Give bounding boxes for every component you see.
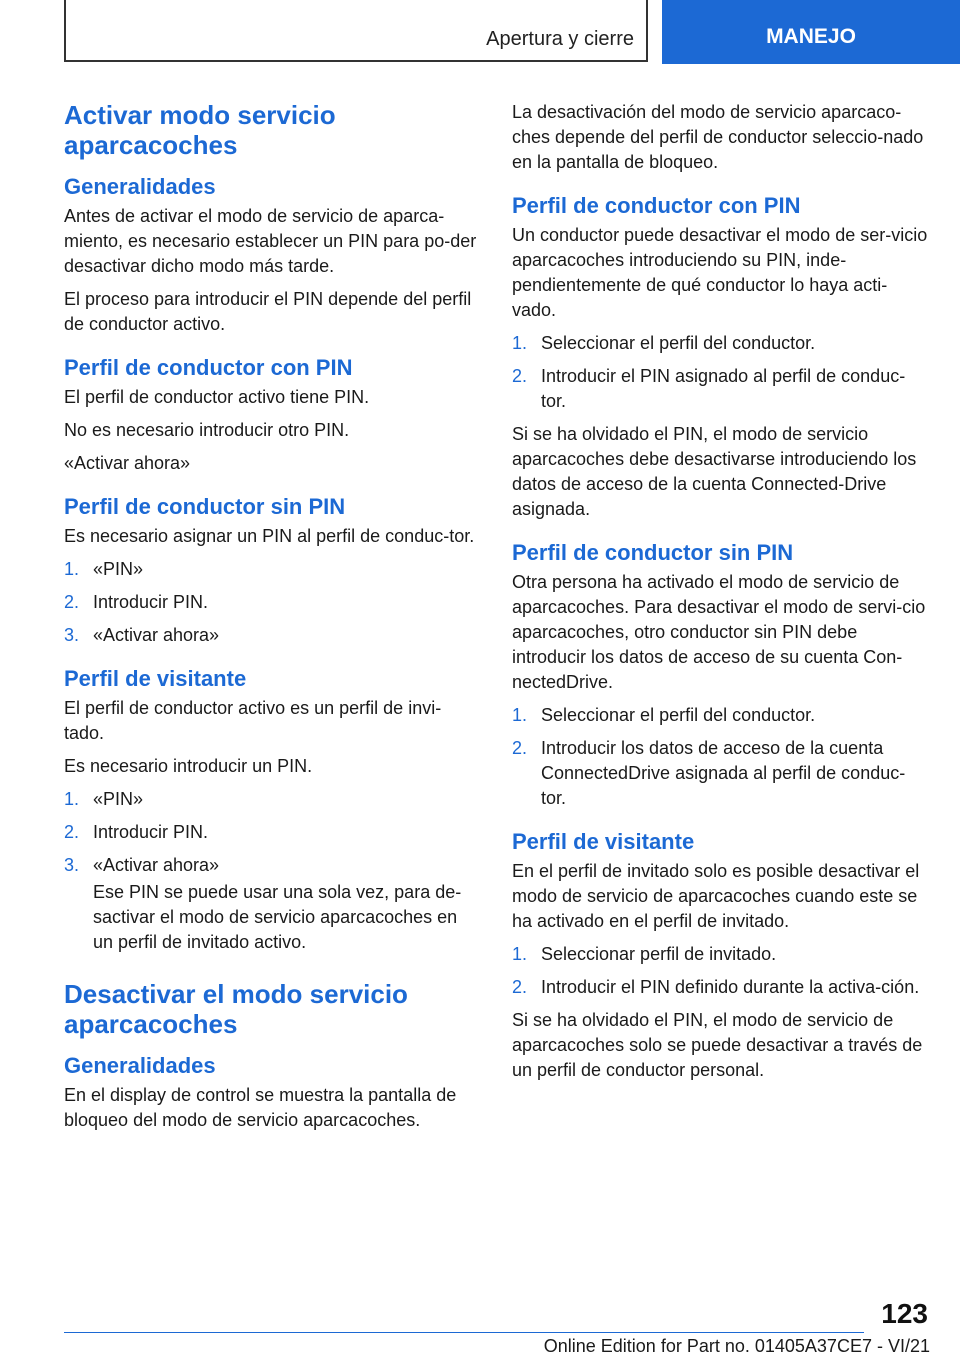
step-number: 1.: [64, 559, 80, 579]
paragraph: Otra persona ha activado el modo de servicio de aparcacoches. Para desactivar el modo de servi-cio aparcacoches, otro conductor sin PIN debe introducir los datos de acceso de su cuenta Con-nectedDrive.: [512, 572, 926, 692]
page-number: 123: [881, 1298, 928, 1329]
step-number: 3.: [64, 855, 80, 875]
section-tab: [64, 0, 648, 62]
step-text: «Activar ahora»: [93, 625, 220, 645]
section-title: Apertura y cierre: [486, 28, 634, 50]
list-item: [512, 942, 928, 967]
chapter-tab: MANEJO: [662, 0, 960, 64]
paragraph: El perfil de conductor activo tiene PIN.: [64, 387, 370, 407]
step-number: 2.: [64, 822, 80, 842]
step-text: Introducir el PIN asignado al perfil de conduc-tor.: [541, 366, 906, 411]
list-item: [64, 590, 480, 615]
step-text: Introducir los datos de acceso de la cuenta ConnectedDrive asignada al perfil de conduc-tor.: [541, 738, 906, 808]
page-header: [0, 0, 960, 66]
heading-generalidades-a: Generalidades: [64, 174, 216, 199]
footer-edition: Online Edition for Part no. 01405A37CE7 - VI/21: [543, 1336, 930, 1356]
heading-con-pin: Perfil de conductor con PIN: [64, 355, 353, 380]
list-item: [512, 703, 928, 728]
step-text: Introducir PIN.: [93, 592, 209, 612]
paragraph: El proceso para introducir el PIN depende del perfil de conductor activo.: [64, 289, 472, 334]
heading-con-pin-r: Perfil de conductor con PIN: [512, 193, 801, 218]
step-list: [512, 703, 928, 811]
step-number: 1.: [512, 333, 528, 353]
left-column: [64, 100, 480, 1141]
footer-divider: [64, 1332, 864, 1333]
step-text: «PIN»: [93, 559, 144, 579]
step-number: 3.: [64, 625, 80, 645]
paragraph: El perfil de conductor activo es un perfil de invi-tado.: [64, 698, 442, 743]
step-number: 2.: [64, 592, 80, 612]
paragraph: «Activar ahora»: [64, 453, 191, 473]
step-list: [512, 331, 928, 414]
step-number: 1.: [512, 944, 528, 964]
heading-desactivar: Desactivar el modo servicio aparcacoches: [64, 979, 408, 1039]
list-item: [512, 331, 928, 356]
paragraph: La desactivación del modo de servicio aparcaco-ches depende del perfil de conductor seleccio-nado en la pantalla de bloqueo.: [512, 102, 924, 172]
step-list: [64, 557, 480, 648]
paragraph: En el display de control se muestra la pantalla de bloqueo del modo de servicio aparcacoches.: [64, 1085, 457, 1130]
paragraph: Si se ha olvidado el PIN, el modo de servicio aparcacoches debe desactivarse introduciendo los datos de acceso de la cuenta Connected-Drive asignada.: [512, 424, 917, 519]
step-text: Seleccionar perfil de invitado.: [541, 944, 777, 964]
list-item: [512, 975, 928, 1000]
paragraph: En el perfil de invitado solo es posible desactivar el modo de servicio de aparcacoches cuando este se ha activado en el perfil de invitado.: [512, 861, 920, 931]
step-number: 2.: [512, 738, 528, 758]
step-text: Introducir el PIN definido durante la activa-ción.: [541, 977, 920, 997]
heading-activar: Activar modo servicio aparcacoches: [64, 100, 336, 160]
step-number: 2.: [512, 977, 528, 997]
step-text: Introducir PIN.: [93, 822, 209, 842]
list-item: [64, 853, 480, 955]
list-item: [64, 820, 480, 845]
paragraph: Un conductor puede desactivar el modo de ser-vicio aparcacoches introduciendo su PIN, inde-pendientemente de qué conductor lo haya acti-vado.: [512, 225, 928, 320]
paragraph: Antes de activar el modo de servicio de aparca-miento, es necesario establecer un PIN para po-der desactivar dicho modo más tarde.: [64, 206, 477, 276]
paragraph: No es necesario introducir otro PIN.: [64, 420, 350, 440]
paragraph: Es necesario asignar un PIN al perfil de conduc-tor.: [64, 526, 475, 546]
step-list: [512, 942, 928, 1000]
heading-generalidades-b: Generalidades: [64, 1053, 216, 1078]
list-item: [512, 736, 928, 811]
list-item: [512, 364, 928, 414]
step-number: 1.: [64, 789, 80, 809]
step-text: «PIN»: [93, 789, 144, 809]
step-list: [64, 787, 480, 955]
step-note: Ese PIN se puede usar una sola vez, para de-sactivar el modo de servicio aparcacoches en un perfil de invitado activo.: [93, 882, 462, 952]
list-item: [64, 557, 480, 582]
heading-visitante: Perfil de visitante: [64, 666, 247, 691]
step-text: Seleccionar el perfil del conductor.: [541, 333, 816, 353]
heading-sin-pin: Perfil de conductor sin PIN: [64, 494, 346, 519]
right-column: [512, 100, 928, 1091]
list-item: [64, 787, 480, 812]
step-text: Seleccionar el perfil del conductor.: [541, 705, 816, 725]
step-number: 1.: [512, 705, 528, 725]
heading-sin-pin-r: Perfil de conductor sin PIN: [512, 540, 794, 565]
step-number: 2.: [512, 366, 528, 386]
paragraph: Si se ha olvidado el PIN, el modo de servicio de aparcacoches solo se puede desactivar a través de un perfil de conductor personal.: [512, 1010, 923, 1080]
paragraph: Es necesario introducir un PIN.: [64, 756, 313, 776]
step-text: «Activar ahora»: [93, 855, 220, 875]
heading-visitante-r: Perfil de visitante: [512, 829, 695, 854]
list-item: [64, 623, 480, 648]
